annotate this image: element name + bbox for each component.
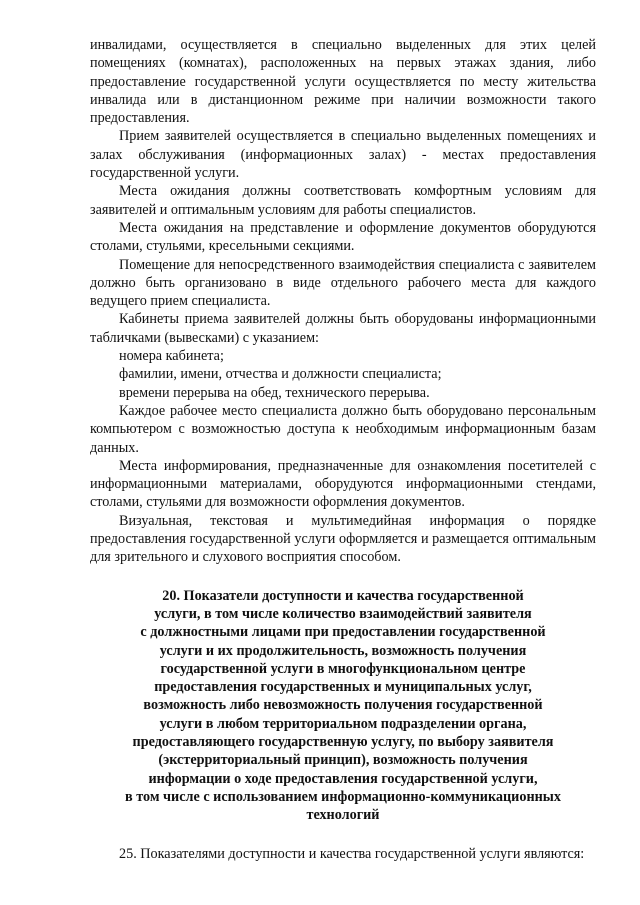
section-heading (90, 587, 596, 825)
heading-line: в том числе с использованием информационно-коммуникационных (125, 788, 561, 805)
heading-line: государственной услуги в многофункциональном центре (160, 660, 526, 677)
heading-line: услуги, в том числе количество взаимодействий заявителя (154, 605, 532, 622)
heading-line: технологий (306, 807, 380, 824)
heading-line: 20. Показатели доступности и качества государственной (162, 587, 524, 604)
list-item: номера кабинета; (119, 348, 224, 365)
paragraph-cabinet-signs: Кабинеты приема заявителей должны быть оборудованы информационными табличками (вывесками) с указанием: (90, 311, 596, 346)
paragraph-waiting-furniture: Места ожидания на представление и оформление документов оборудуются столами, стульями, кресельными секциями. (90, 219, 596, 255)
paragraph-reception: Прием заявителей осуществляется в специально выделенных помещениях и залах обслуживания (информационных залах) - местах предоставления государственной услуги. (90, 128, 596, 182)
document-page (90, 36, 596, 864)
paragraph-computer: Каждое рабочее место специалиста должно быть оборудовано персональным компьютером с возможностью доступа к необходимым информационным базам данных. (90, 402, 596, 456)
heading-line: информации о ходе предоставления государственной услуги, (148, 770, 538, 787)
heading-line: предоставляющего государственную услугу, по выбору заявителя (132, 733, 554, 750)
list-item: фамилии, имени, отчества и должности специалиста; (119, 366, 442, 383)
heading-line: предоставления государственных и муниципальных услуг, (154, 679, 532, 696)
heading-line: услуги и их продолжительность, возможность получения (159, 642, 527, 659)
heading-line: с должностными лицами при предоставлении государственной (140, 624, 546, 641)
list-item: времени перерыва на обед, технического перерыва. (119, 384, 430, 401)
heading-line: услуги в любом территориальном подразделении органа, (159, 715, 527, 732)
paragraph-visual-info: Визуальная, текстовая и мультимедийная информация о порядке предоставления государственной услуги оформляется и размещается оптимальным для зрительного и слухового восприятия способом. (90, 512, 596, 566)
heading-line: возможность либо невозможность получения государственной (143, 697, 543, 714)
heading-line: (экстерриториальный принцип), возможность получения (158, 752, 528, 769)
paragraph-continuation: инвалидами, осуществляется в специально выделенных для этих целей помещениях (комнатах), расположенных на первых этажах здания, либо предоставление государственной услуги осуществляется по месту жительства инвалида или в дистанционном режиме при наличии возможности такого предоставления. (90, 37, 596, 127)
paragraph-waiting-comfort: Места ожидания должны соответствовать комфортным условиям для заявителей и оптимальным условиям для работы специалистов. (90, 183, 596, 218)
paragraph-indicators: 25. Показателями доступности и качества государственной услуги являются: (119, 846, 585, 863)
paragraph-workplace-room: Помещение для непосредственного взаимодействия специалиста с заявителем должно быть организовано в виде отдельного рабочего места для каждого ведущего прием специалиста. (90, 256, 596, 310)
paragraph-info-places: Места информирования, предназначенные для ознакомления посетителей с информационными материалами, оборудуются информационными стендами, столами, стульями для возможности оформления документов. (90, 457, 596, 511)
